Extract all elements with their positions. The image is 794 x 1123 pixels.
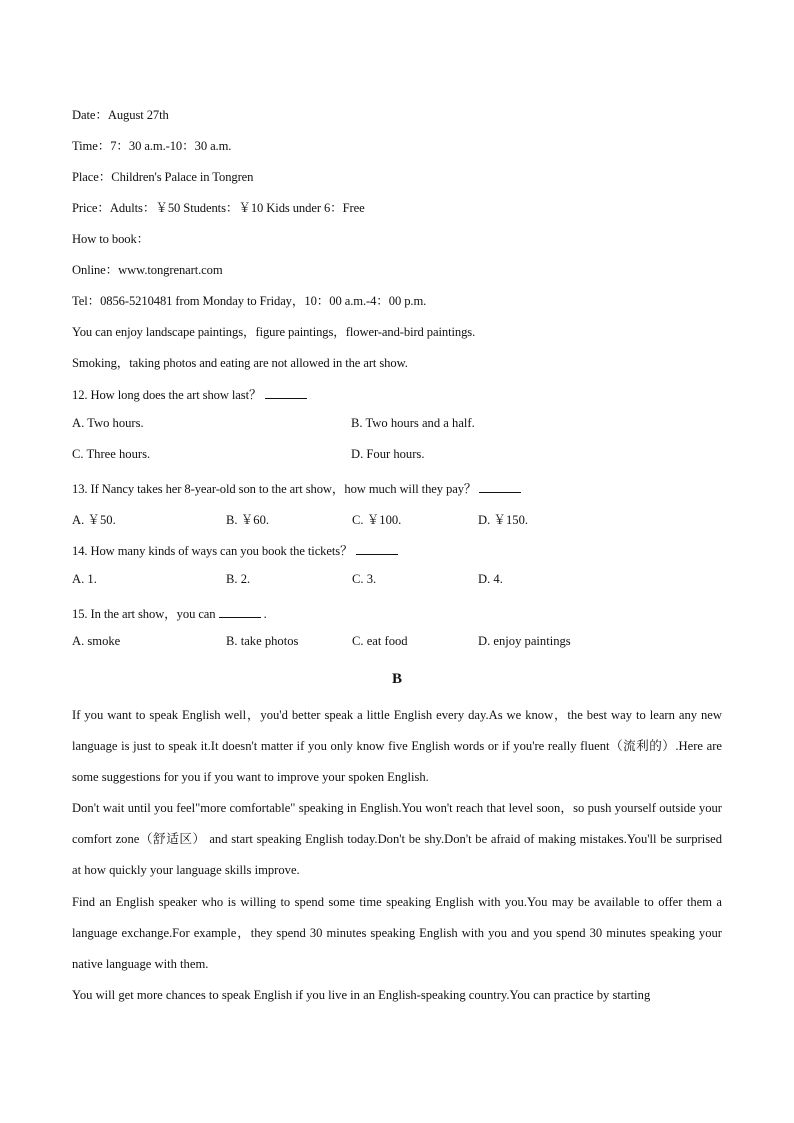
question-14 [72,540,398,559]
question-14-stem: 14. How many kinds of ways can you book the tickets？ [72,544,353,558]
option-12-d: D. Four hours. [351,447,425,461]
question-12 [72,384,307,403]
paragraph-3: Find an English speaker who is willing to spend some time speaking English with you.You may be available to offer them a language exchange.For example，they spend 30 minutes speaking English with you and you spend 30 minutes speaking your native language with them. [72,895,722,972]
paragraph-4: You will get more chances to speak English if you live in an English-speaking country.You can practice by starting [72,988,651,1002]
section-b-heading: B [391,671,402,687]
option-12-c: C. Three hours. [72,447,151,461]
option-14-d: D. 4. [478,572,503,586]
option-14-c: C. 3. [352,572,377,586]
answer-blank [479,483,521,493]
info-time: Time：7：30 a.m.-10：30 a.m. [72,139,232,153]
answer-blank [356,545,398,555]
info-place: Place：Children's Palace in Tongren [72,170,254,184]
option-15-a: A. smoke [72,634,121,648]
option-14-a: A. 1. [72,572,97,586]
question-13-stem: 13. If Nancy takes her 8-year-old son to the art show，how much will they pay？ [72,482,477,496]
info-rules: Smoking，taking photos and eating are not allowed in the art show. [72,356,408,370]
answer-blank [219,608,261,618]
info-how-to-book: How to book： [72,232,150,246]
paragraph-2: Don't wait until you feel"more comfortable" speaking in English.You won't reach that level soon，so push yourself outside your comfort zone（舒适区） and start speaking English today.Don't be shy.Don't be afraid of making mistakes.You'll be surprised at how quickly your language skills improve. [72,801,722,878]
info-date: Date：August 27th [72,108,169,122]
question-15-stem-end: . [263,607,267,621]
option-13-b: B. ￥60. [226,513,270,527]
info-online: Online：www.tongrenart.com [72,263,223,277]
option-13-a: A. ￥50. [72,513,116,527]
option-13-c: C. ￥100. [352,513,402,527]
info-enjoy: You can enjoy landscape paintings，figure paintings，flower-and-bird paintings. [72,325,476,339]
info-tel: Tel：0856-5210481 from Monday to Friday，10：00 a.m.-4：00 p.m. [72,294,427,308]
answer-blank [265,389,307,399]
question-13 [72,478,521,497]
option-13-d: D. ￥150. [478,513,529,527]
paragraph-1: If you want to speak English well，you'd better speak a little English every day.As we know，the best way to learn any new language is just to speak it.It doesn't matter if you only know five English words or if you're really fluent（流利的）.Here are some suggestions for you if you want to improve your spoken English. [72,708,722,785]
option-12-b: B. Two hours and a half. [351,416,475,430]
info-price: Price：Adults：￥50 Students：￥10 Kids under 6：Free [72,201,365,215]
option-15-d: D. enjoy paintings [478,634,571,648]
option-15-b: B. take photos [226,634,299,648]
question-15 [72,603,267,622]
question-15-stem: 15. In the art show，you can [72,607,216,621]
option-12-a: A. Two hours. [72,416,144,430]
question-12-stem: 12. How long does the art show last？ [72,388,262,402]
option-14-b: B. 2. [226,572,251,586]
option-15-c: C. eat food [352,634,408,648]
